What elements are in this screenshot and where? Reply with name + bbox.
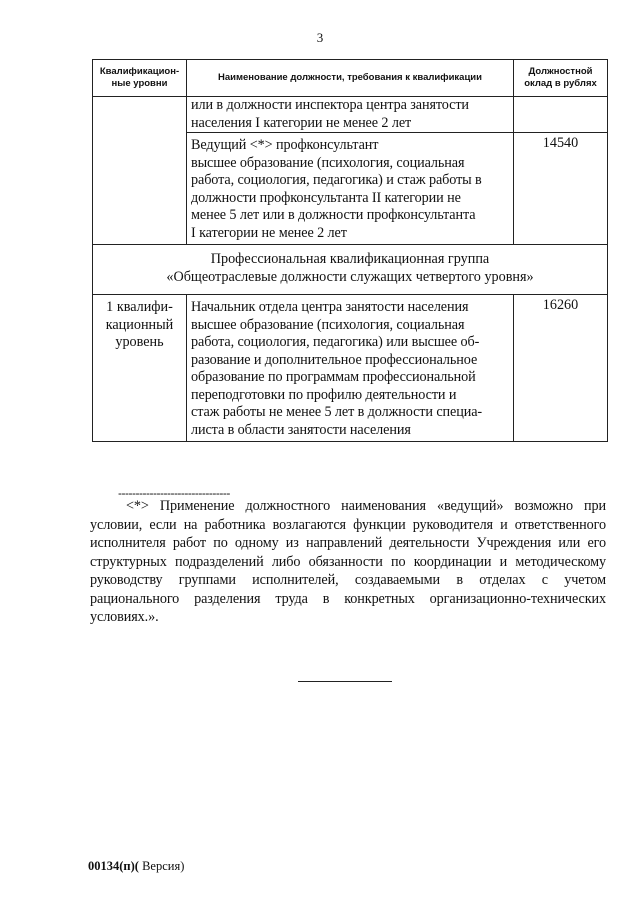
qualification-level <box>93 295 187 442</box>
level-line: кационный <box>105 316 174 333</box>
description-line: листа в области занятости населения <box>191 421 411 438</box>
header-name: Наименование должности, требования к квалификации <box>187 60 514 97</box>
description-line: I категории не менее 2 лет <box>191 224 347 241</box>
description-line: работа, социология, педагогика) или высшее об- <box>191 334 480 350</box>
description-line: менее 5 лет или в должности профконсультанта <box>191 207 476 223</box>
description-line: работа, социология, педагогика) и стаж работы в <box>191 172 482 188</box>
position-description <box>187 133 514 245</box>
level-line: уровень <box>115 334 164 350</box>
header-salary: Должностной оклад в рублях <box>514 60 608 97</box>
position-title: Ведущий <*> профконсультант <box>191 137 379 153</box>
description-line: высшее образование (психология, социальная <box>191 316 465 333</box>
position-description <box>187 295 514 442</box>
description-line: должности профконсультанта II категории не <box>191 189 461 206</box>
position-description <box>187 97 514 133</box>
document-code-bold: 00134(п)( <box>88 859 139 873</box>
description-line: высшее образование (психология, социальная <box>191 154 465 171</box>
description-line: разование и дополнительное профессиональное <box>191 351 478 368</box>
table-row <box>93 295 608 442</box>
page-number: 3 <box>316 30 324 45</box>
description-line: образование по программам профессиональной <box>191 369 476 385</box>
document-code-rest: Версия) <box>138 859 185 873</box>
salary-cell-empty <box>514 97 608 133</box>
level-cell-empty <box>93 97 187 245</box>
group-title-line: «Общеотраслевые должности служащих четвертого уровня» <box>166 268 534 285</box>
document-code <box>88 859 184 874</box>
description-line: населения I категории не менее 2 лет <box>191 114 412 131</box>
description-line: переподготовки по профилю деятельности и <box>191 386 457 403</box>
description-line: стаж работы не менее 5 лет в должности специа- <box>191 404 483 420</box>
salary-value: 14540 <box>514 133 608 245</box>
footnote-separator: -------------------------------- <box>118 486 230 500</box>
table-row <box>93 97 608 133</box>
footnote-text: <*> Применение должностного наименования «ведущий» возможно при условии, если на работника возлагаются функции руководителя и ответственного исполнителя работ по одному из направлений деятельности Учреждения или его структурных подразделений либо обязанности по координации и методическому руководству группами исполнителей, создаваемыми в отделах с учетом рационального разделения труда в конкретных организационно-технических условиях.». <box>90 498 606 625</box>
level-line: 1 квалифи- <box>106 299 173 315</box>
salary-value: 16260 <box>514 295 608 442</box>
position-title: Начальник отдела центра занятости населения <box>191 299 469 315</box>
qualification-table <box>92 59 608 442</box>
end-divider <box>298 681 392 682</box>
description-line: или в должности инспектора центра занятости <box>191 97 469 113</box>
group-header-row <box>93 245 608 295</box>
group-title-line: Профессиональная квалификационная группа <box>210 251 490 267</box>
table-header-row <box>93 60 608 97</box>
header-level: Квалификацион-ные уровни <box>93 60 187 97</box>
qualification-group-title <box>93 245 608 295</box>
